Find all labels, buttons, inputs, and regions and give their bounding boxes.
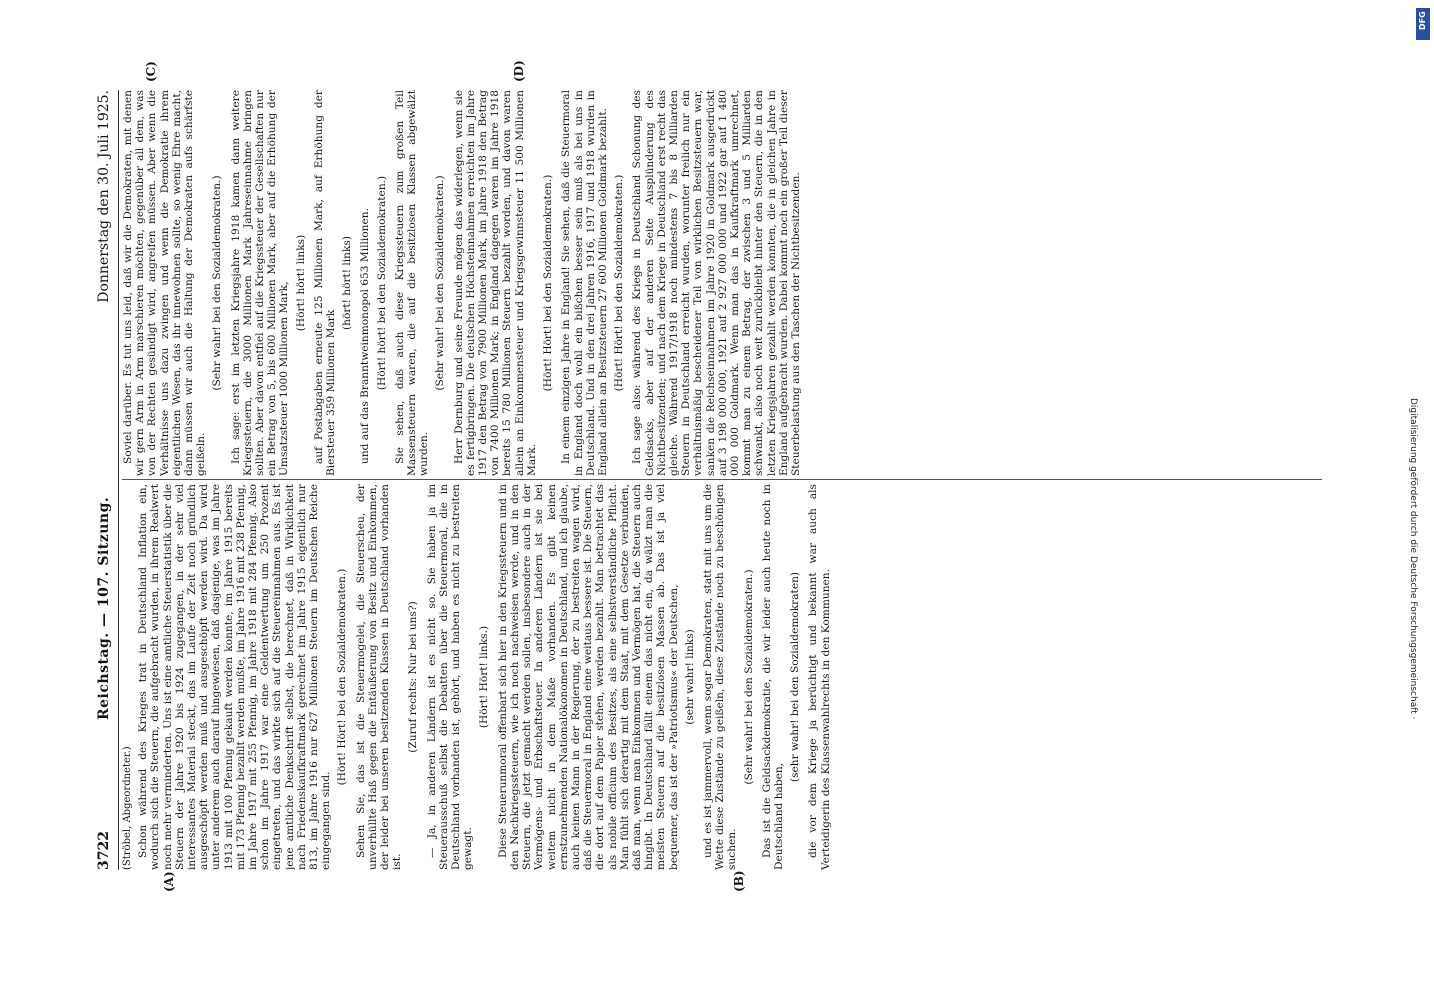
paragraph: Schon während des Krieges trat in Deutschland Inflation ein, wodurch sich die Steuern, die aufgebracht wurden, in ihrem Realwert noch mehr verminderten. Uns ist eine amtliche Steuerstatistik über die Steuern der Jahre 1920 bis 1924 zugegangen, in der sehr viel interessantes Material steckt, das im Laufe der Zeit noch gründlich ausgeschöpft werden muß und ausgeschöpft werden wird. Da wird unter anderem auch darauf hingewiesen, daß dasjenige, was im Jahre 1913 mit 100 Pfennig gekauft werden konnte, im Jahre 1915 bereits mit 173 Pfennig bezahlt werden mußte, im Jahre 1916 mit 238 Pfennig, im Jahre 1917 mit 255 Pfennig, im Jahre 1918 mit 284 Pfennig. Also schon im Jahre 1917 war eine Geldentwertung um 250 Prozent eingetreten, und das wirkte sich auf die Steuereinnahmen aus. Es ist jene amtliche Denkschrift selbst, die berechnet, daß in Wirklichkeit nach Friedenskaufkraftmark gerechnet im Jahre 1915 eigentlich nur 813, im Jahre 1916 nur 627 Millionen Steuern im Deutschen Reiche eingegangen sind.	[137, 484, 333, 870]
reaction: (Hört! Hört! links.)	[478, 625, 491, 729]
reaction: (Sehr wahr! bei den Sozialdemokraten.)	[211, 175, 224, 391]
margin-mark-c: (C)	[144, 61, 158, 82]
reaction: (sehr wahr! links)	[683, 629, 696, 725]
paragraph: Diese Steuerunmoral offenbart sich hier in den Kriegssteuern und in den Nachkriegssteuern, wie ich noch nachweisen werde, und in den Steuern, die jetzt gemacht werden sollen, insbesondere auch in der Vermögens- und Erbschaftsteuer. In anderen Ländern ist sie bei weitem nicht in dem Maße vorhanden. Es gibt keinen ernstzunehmenden Nationalökonomen in Deutschland, und ich glaube, auch keinen Mann in der Regierung, der zu bestreiten wagen wird, daß die Steuermoral in England eine weitaus bessere ist. Die Steuern, die dort auf dem Papier stehen, werden bezahlt. Man betrachtet das als nobile officium des Besitzes, als eine selbstverständliche Pflicht. Man fühlt sich derartig mit dem Staat, mit dem Gesetze verbunden, daß man, wenn man Einkommen und Vermögen hat, die Steuern auch hingibt. In Deutschland fällt einem das nicht ein, da wälzt man die meisten Steuern auf die besitzlosen Massen ab. Das ist ja viel bequemer, das ist der »Patriotismus« der Deutschen,	[496, 484, 680, 870]
paragraph: und es ist jammervoll, wenn sogar Demokraten, statt mit uns um die Wette diese Zustände zu geißeln, diese Zustände noch zu beschönigen suchen.	[701, 484, 739, 870]
reaction: (Sehr wahr! bei den Sozialdemokraten.)	[434, 175, 447, 391]
paragraph: Ich sage also: während des Kriegs in Deutschland Schonung des Geldsacks, aber auf der anderen Seite Ausplünderung des Nichtbesitzenden; und nach dem Kriege in Deutschland erst recht das gleiche. Während 1917/1918 noch mindestens 7 bis 8 Milliarden Steuern in Deutschland erreicht wurden, worunter freilich nur ein verhältnismäßig bescheidener Teil von wirklichen Besitzsteuern war, sanken die Reichseinnahmen im Jahre 1920 in Goldmark ausgedrückt auf 3 198 000 000, 1921 auf 2 927 000 000 und 1922 gar auf 1 480 000 000 Goldmark. Wenn man das in Kaufkraftmark umrechnet, kommt man zu einem Betrag, der zwischen 3 und 5 Milliarden schwankt, also noch weit zurückbleibt hinter den Steuern, die in den letzten Kriegsjahren gezahlt werden konnten, die in gleichen Jahre in England aufgebracht wurden. Dabei kommt noch ein großer Teil dieser Steuerbelastung aus den Taschen der Nichtbesitzenden.	[631, 90, 802, 476]
dfg-logo	[1416, 8, 1430, 40]
paragraph: Ich sage: erst im letzten Kriegsjahre 1918 kamen dann weitere Kriegssteuern, die 3000 Millionen Mark Jahreseinnahme bringen sollten. Aber davon entfiel auf die Kriegssteuer der Gesellschaften nur ein Betrag von 5, bis 600 Millionen Mark, aber auf die Erhöhung der Umsatzsteuer 1000 Millionen Mark,	[229, 90, 291, 476]
page-header	[92, 90, 119, 870]
right-column	[122, 90, 1322, 476]
paragraph: Soviel darüber. Es tut uns leid, daß wir die Demokraten, mit denen wir gern Arm in Arm marschieren möchten, gegenüber all dem, was von der Rechten gesündigt wird, angreifen müssen. Aber wenn die Verhältnisse uns dazu zwingen und wenn die Demokratie ihrem eigentlichen Wesen, das ihr innewohnen sollte, so wenig Ehre macht, dann müssen wir auch die Haltung der Demokraten aufs schärfste geißeln.	[122, 90, 208, 476]
session-date: Donnerstag den 30. Juli 1925.	[96, 90, 112, 303]
dfg-logo-text: DFG	[1418, 11, 1427, 30]
digitization-sidebar	[1408, 8, 1430, 992]
paragraph: Sie sehen, daß auch diese Kriegssteuern zum großen Teil Massensteuern waren, die auf die besitzlosen Klassen abgewälzt wurden.	[393, 90, 431, 476]
margin-mark-b: (B)	[732, 870, 746, 892]
paragraph: Sehen Sie, das ist die Steuermogelei, die Steuerscheu, der unverhüllte Haß gegen die Entäußerung von Besitz und Einkommen, der leider bei unseren besitzenden Klassen in Deutschland vorhanden ist.	[354, 484, 404, 870]
paragraph: — Ja, in anderen Ländern ist es nicht so. Sie haben ja im Steuerausschuß selbst die Debatten über die Steuermoral, die in Deutschland vorhanden ist, gehört, und haben es nicht zu bestreiten gewagt.	[425, 484, 475, 870]
reaction: (sehr wahr! bei den Sozialdemokraten)	[789, 571, 802, 783]
reaction: (hört! hört! links)	[341, 236, 354, 331]
paragraph: Herr Dernburg und seine Freunde mögen das widerlegen, wenn sie es fertigbringen. Die deutschen Höchsteinnahmen erreichten im Jahre 1917 den Betrag von 7900 Millionen Mark, im Jahre 1918 den Betrag von 7400 Millionen Mark; in England dagegen waren im Jahre 1918 bereits 15 780 Millionen Steuern bezahlt worden, und davon waren allein an Einkommensteuer und Kriegsgewinnsteuer 11 500 Millionen Mark.	[452, 90, 538, 476]
reaction: (Hört! hört! bei den Sozialdemokraten.)	[375, 175, 388, 391]
reaction: (Hört! hört! links)	[294, 234, 307, 332]
paragraph: In einem einzigen Jahre in England! Sie sehen, daß die Steuermoral in England doch wohl ein bißchen besser sein muß als bei uns in Deutschland. Und in den drei Jahren 1916, 1917 und 1918 wurden in England allein an Besitzsteuern 27 600 Millionen Goldmark bezahlt.	[560, 90, 609, 476]
paragraph: Das ist die Geldsackdemokratie, die wir leider auch heute noch in Deutschland haben,	[760, 484, 785, 870]
left-column	[122, 484, 1322, 870]
column-divider	[122, 479, 1322, 480]
session-title: Reichstag. — 107. Sitzung.	[96, 496, 112, 720]
reaction: (Hört! Hört! bei den Sozialdemokraten.)	[336, 568, 349, 786]
paragraph: auf Postabgaben erneute 125 Millionen Mark, auf Erhöhung der Biersteuer 359 Millionen Mark	[312, 90, 338, 476]
margin-mark-d: (D)	[512, 60, 526, 82]
reaction: (Hört! Hört! bei den Sozialdemokraten.)	[613, 174, 626, 392]
reaction: (Zuruf rechts: Nur bei uns?)	[407, 601, 420, 753]
paragraph: die vor dem Kriege ja berüchtigt und bekannt war auch als Verteidigerin des Klassenwahlrechts in den Kommunen.	[807, 484, 832, 870]
speaker-name: (Ströbel, Abgeordneter.)	[122, 746, 133, 870]
document-page	[92, 60, 1332, 892]
reaction: (Hört! Hört! bei den Sozialdemokraten.)	[542, 174, 555, 392]
margin-mark-a: (A)	[162, 871, 176, 892]
page-number: 3722	[96, 831, 112, 870]
funding-credit: Digitalisierung gefördert durch die Deutsche Forschungsgemeinschaft ·	[1408, 398, 1418, 720]
reaction: (Sehr wahr! bei den Sozialdemokraten.)	[742, 569, 755, 785]
paragraph: und auf das Branntweinmonopol 653 Millionen.	[359, 208, 372, 464]
